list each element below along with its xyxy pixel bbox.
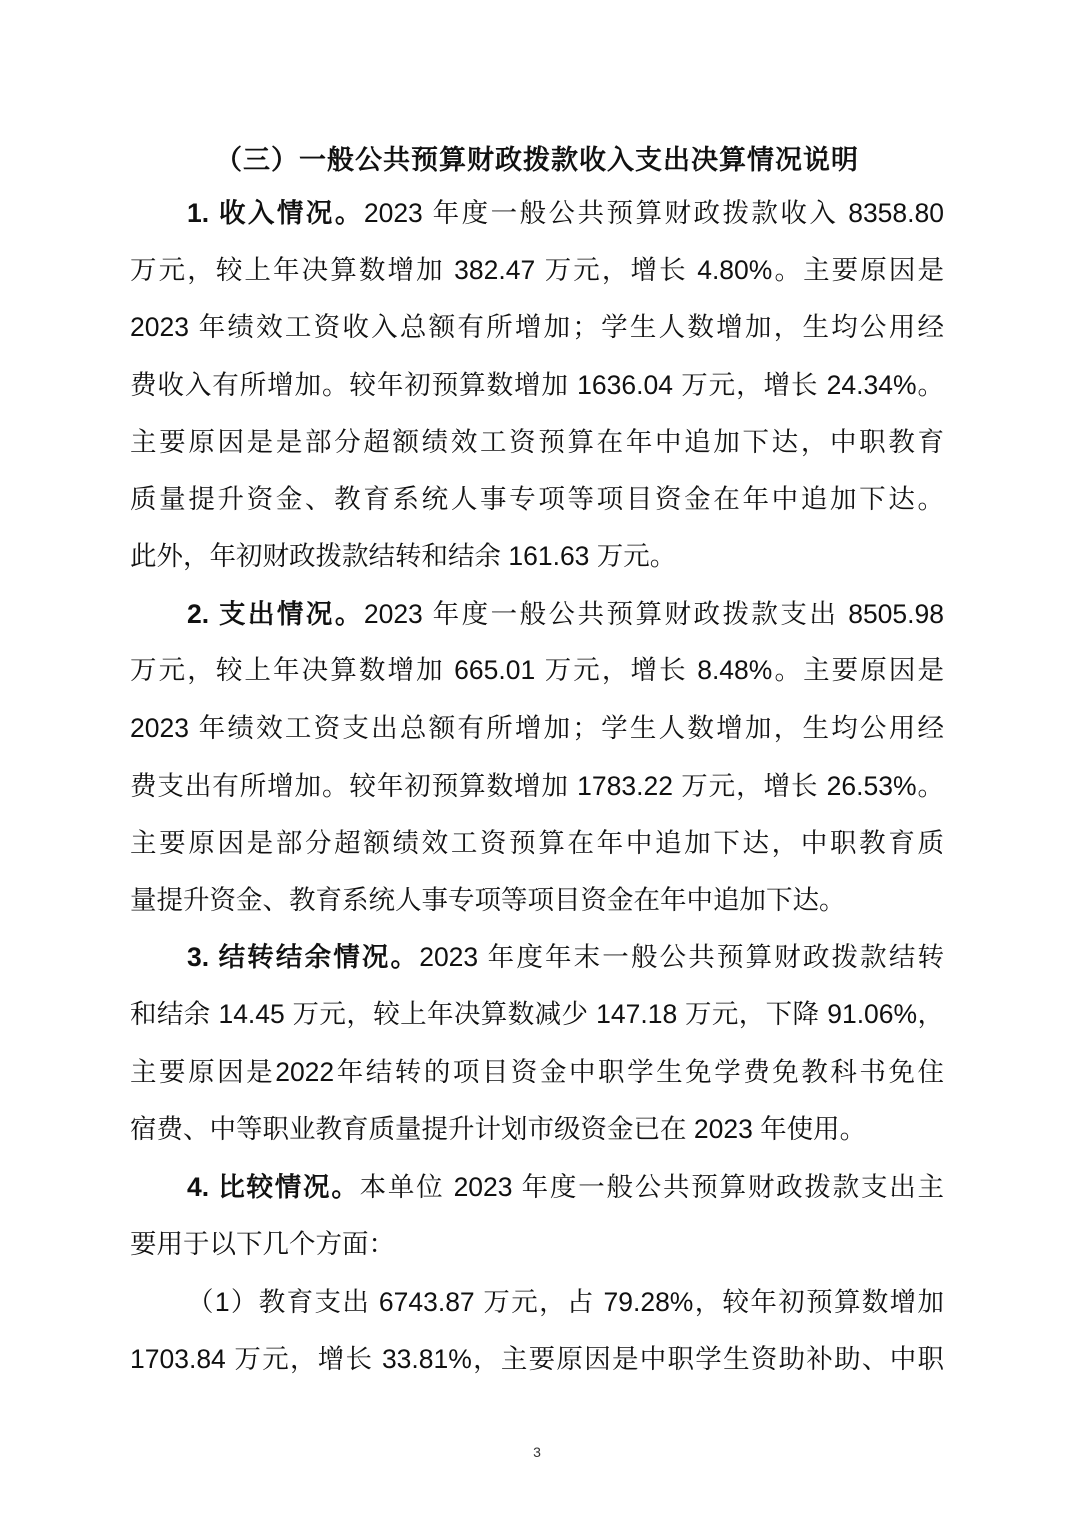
paragraph-lead: 2. 支出情况。: [187, 599, 364, 629]
section-heading: （三）一般公共预算财政拨款收入支出决算情况说明: [215, 145, 859, 175]
text-line: [130, 252, 944, 288]
line-text: 本单位 2023 年度一般公共预算财政拨款支出主: [359, 1172, 944, 1202]
line-text: （1）教育支出 6743.87 万元，占 79.28%，较年初预算数增加: [187, 1287, 944, 1317]
text-line: [130, 882, 944, 918]
line-text: 量提升资金、教育系统人事专项等项目资金在年中追加下达。: [130, 885, 846, 915]
text-line: [130, 309, 944, 345]
text-line: [130, 481, 944, 517]
line-text: 万元，较上年决算数增加 382.47 万元，增长 4.80%。主要原因是: [130, 255, 944, 285]
paragraph-lead: 1. 收入情况。: [187, 198, 364, 228]
text-line: [130, 825, 944, 861]
line-text: 质量提升资金、教育系统人事专项等项目资金在年中追加下达。: [130, 484, 944, 514]
line-text: 此外，年初财政拨款结转和结余 161.63 万元。: [130, 541, 677, 571]
text-line: [187, 195, 944, 231]
text-line: [130, 996, 944, 1032]
line-text: 2023 年度一般公共预算财政拨款收入 8358.80: [363, 198, 944, 228]
line-text: 2023 年度一般公共预算财政拨款支出 8505.98: [363, 599, 944, 629]
line-text: 1703.84 万元，增长 33.81%，主要原因是中职学生资助补助、中职: [130, 1344, 944, 1374]
text-line: [187, 1284, 944, 1320]
text-line: [187, 939, 944, 975]
line-text: 要用于以下几个方面：: [130, 1229, 395, 1259]
line-text: 2023 年绩效工资支出总额有所增加；学生人数增加，生均公用经: [130, 713, 944, 743]
line-text: 主要原因是部分超额绩效工资预算在年中追加下达，中职教育质: [130, 828, 944, 858]
text-line: [187, 1169, 944, 1205]
text-line: [130, 1054, 944, 1090]
line-text: 费支出有所增加。较年初预算数增加 1783.22 万元，增长 26.53%。: [130, 771, 944, 801]
paragraph-lead: 3. 结转结余情况。: [187, 942, 420, 972]
text-line: [130, 1341, 944, 1377]
text-line: [130, 1111, 944, 1147]
paragraph-lead: 4. 比较情况。: [187, 1172, 360, 1202]
text-line: [130, 367, 944, 403]
text-line: [130, 1226, 944, 1262]
text-line: [130, 538, 944, 574]
page-number: 3: [533, 1444, 541, 1460]
line-text: 和结余 14.45 万元，较上年决算数减少 147.18 万元，下降 91.06%，: [130, 999, 944, 1029]
line-text: 主要原因是是部分超额绩效工资预算在年中追加下达，中职教育: [130, 427, 944, 457]
line-text: 宿费、中等职业教育质量提升计划市级资金已在 2023 年使用。: [130, 1114, 867, 1144]
line-text: 2023 年度年末一般公共预算财政拨款结转: [419, 942, 944, 972]
line-text: 费收入有所增加。较年初预算数增加 1636.04 万元，增长 24.34%。: [130, 370, 944, 400]
text-line: [130, 424, 944, 460]
line-text: 主要原因是2022年结转的项目资金中职学生免学费免教科书免住: [130, 1057, 944, 1087]
text-line: [130, 710, 944, 746]
line-text: 2023 年绩效工资收入总额有所增加；学生人数增加，生均公用经: [130, 312, 944, 342]
text-line: [187, 596, 944, 632]
line-text: 万元，较上年决算数增加 665.01 万元，增长 8.48%。主要原因是: [130, 655, 944, 685]
text-line: [130, 768, 944, 804]
text-line: [130, 652, 944, 688]
